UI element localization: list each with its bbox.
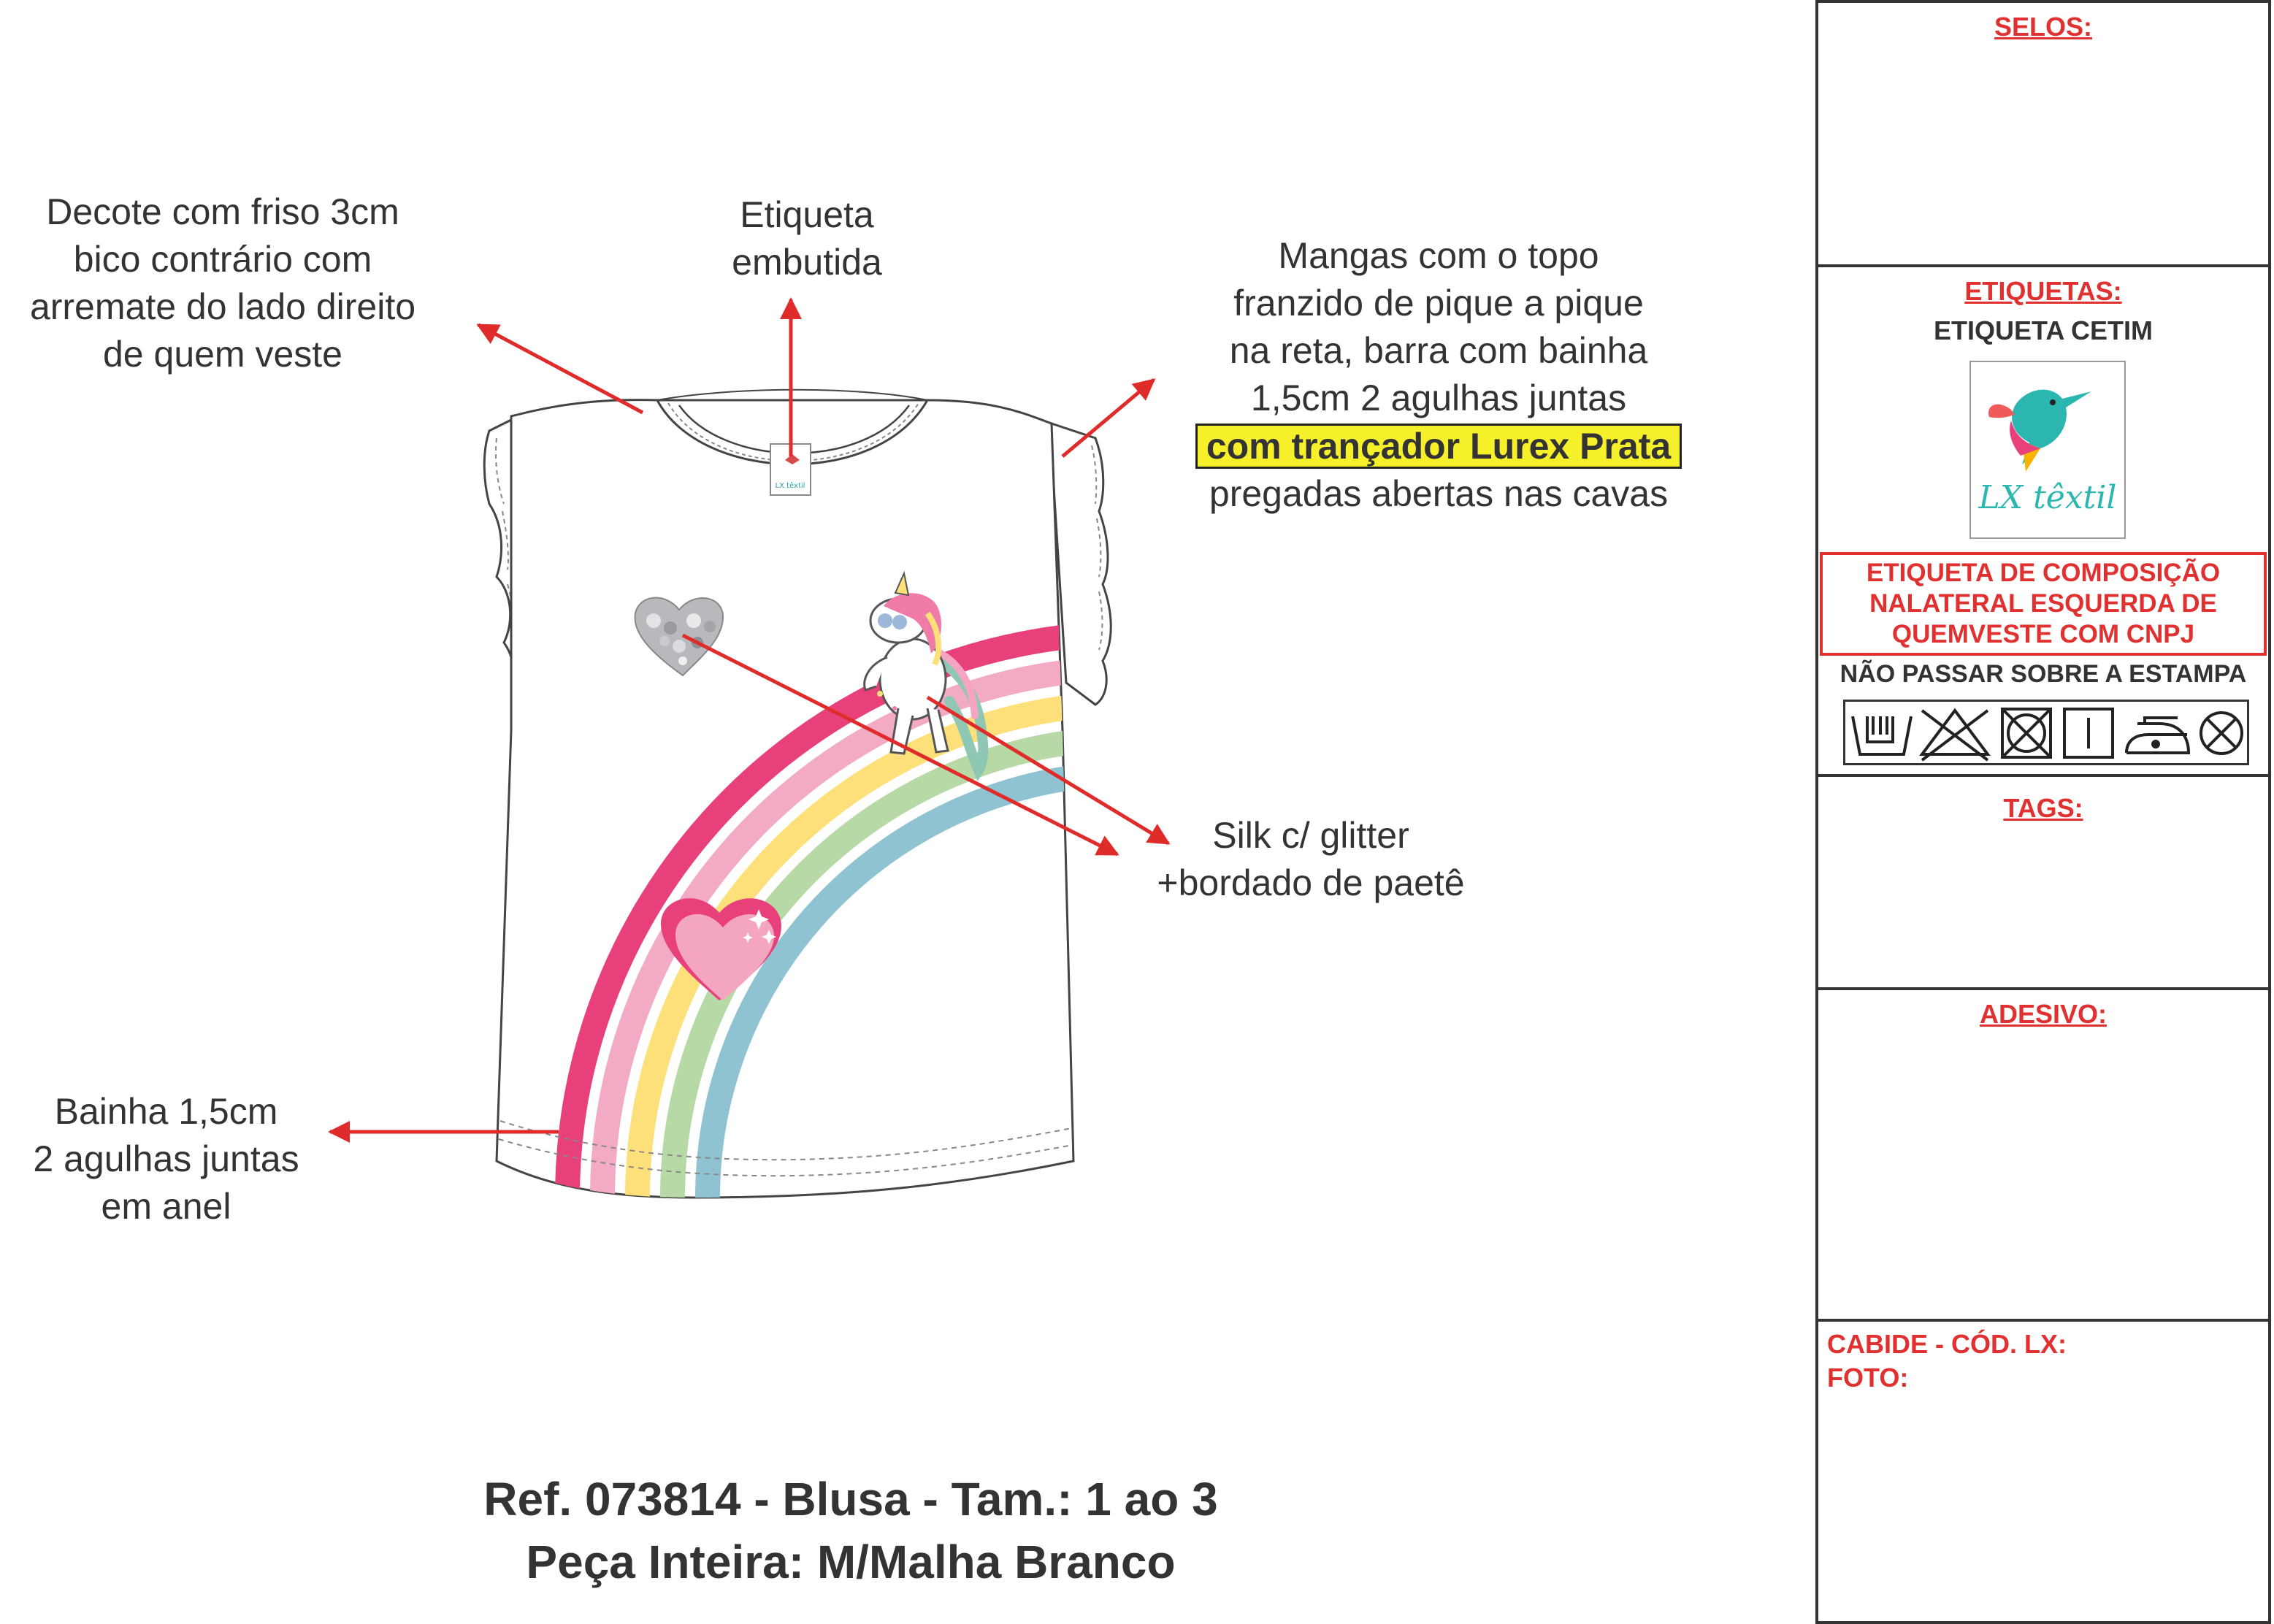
foto-label: FOTO:: [1827, 1363, 1909, 1393]
print-note-line: +bordado de paetê: [1157, 862, 1465, 903]
print-note-line: Silk c/ glitter: [1212, 815, 1409, 856]
composition-note-line: VESTE COM CNPJ: [1968, 620, 2195, 648]
composition-note-line: LATERAL ESQUERDA DE QUEM: [1891, 589, 2217, 648]
sleeves-note: [1110, 232, 1767, 518]
print-note: [1121, 812, 1501, 907]
etiqueta-type: ETIQUETA CETIM: [1934, 315, 2153, 345]
composition-note: [1820, 552, 2267, 656]
selos-heading: SELOS:: [1994, 12, 2092, 42]
label-note: [697, 191, 916, 286]
label-note-line: Etiqueta: [740, 194, 874, 235]
cabide-section: [1815, 1319, 2271, 1624]
adesivo-section: [1815, 987, 2271, 1322]
neckline-arrow: [478, 325, 643, 413]
neckline-note-line: bico contrário com: [73, 239, 372, 280]
line-dry-icon: [2064, 709, 2113, 757]
neckline-note: [0, 188, 445, 378]
neckline-note-line: de quem veste: [103, 334, 342, 375]
hand-wash-icon: [1853, 716, 1911, 754]
care-symbols: [1843, 700, 2249, 765]
no-dry-clean-icon: [2201, 713, 2242, 754]
sleeves-note-line: na reta, barra com bainha: [1229, 330, 1648, 371]
brand-logo: [1969, 361, 2126, 539]
adesivo-heading: ADESIVO:: [1979, 999, 2108, 1029]
composition-note-line: ETIQUETA DE COMPOSIÇÃO NA: [1866, 559, 2221, 618]
hem-note: [0, 1088, 332, 1230]
tags-section: [1815, 774, 2271, 990]
hem-note-line: 2 agulhas juntas: [33, 1138, 299, 1179]
selos-section: [1815, 0, 2271, 267]
neckline-note-line: Decote com friso 3cm: [46, 191, 399, 232]
sleeves-note-line: 1,5cm 2 agulhas juntas: [1250, 378, 1627, 418]
cabide-code: CABIDE - CÓD. LX:: [1827, 1329, 2067, 1359]
hem-note-line: Bainha 1,5cm: [54, 1091, 278, 1132]
label-note-line: embutida: [732, 242, 882, 283]
care-note: NÃO PASSAR SOBRE A ESTAMPA: [1840, 660, 2247, 688]
sleeves-note-line: Mangas com o topo: [1278, 235, 1599, 276]
reference-title: Ref. 073814 - Blusa - Tam.: 1 ao 3: [483, 1473, 1218, 1525]
tags-heading: TAGS:: [2003, 793, 2083, 823]
etiquetas-section: [1815, 264, 2271, 777]
hem-note-line: em anel: [101, 1186, 231, 1227]
iron-low-icon: [2126, 718, 2189, 753]
sleeves-note-line: franzido de pique a pique: [1233, 283, 1644, 323]
neck-label-text: LX têxtil: [775, 482, 805, 490]
no-bleach-icon: [1922, 710, 1988, 760]
no-tumble-dry-icon: [2002, 709, 2051, 757]
neckline-note-line: arremate do lado direito: [29, 286, 416, 327]
sleeves-highlight: com trançador Lurex Prata: [1195, 424, 1682, 469]
etiquetas-heading: ETIQUETAS:: [1964, 276, 2122, 306]
sleeves-note-last: pregadas abertas nas cavas: [1209, 473, 1669, 514]
material-subtitle: Peça Inteira: M/Malha Branco: [526, 1536, 1176, 1588]
brand-logo-text: LX têxtil: [1978, 479, 2117, 516]
hummingbird-icon: [1971, 362, 2124, 537]
